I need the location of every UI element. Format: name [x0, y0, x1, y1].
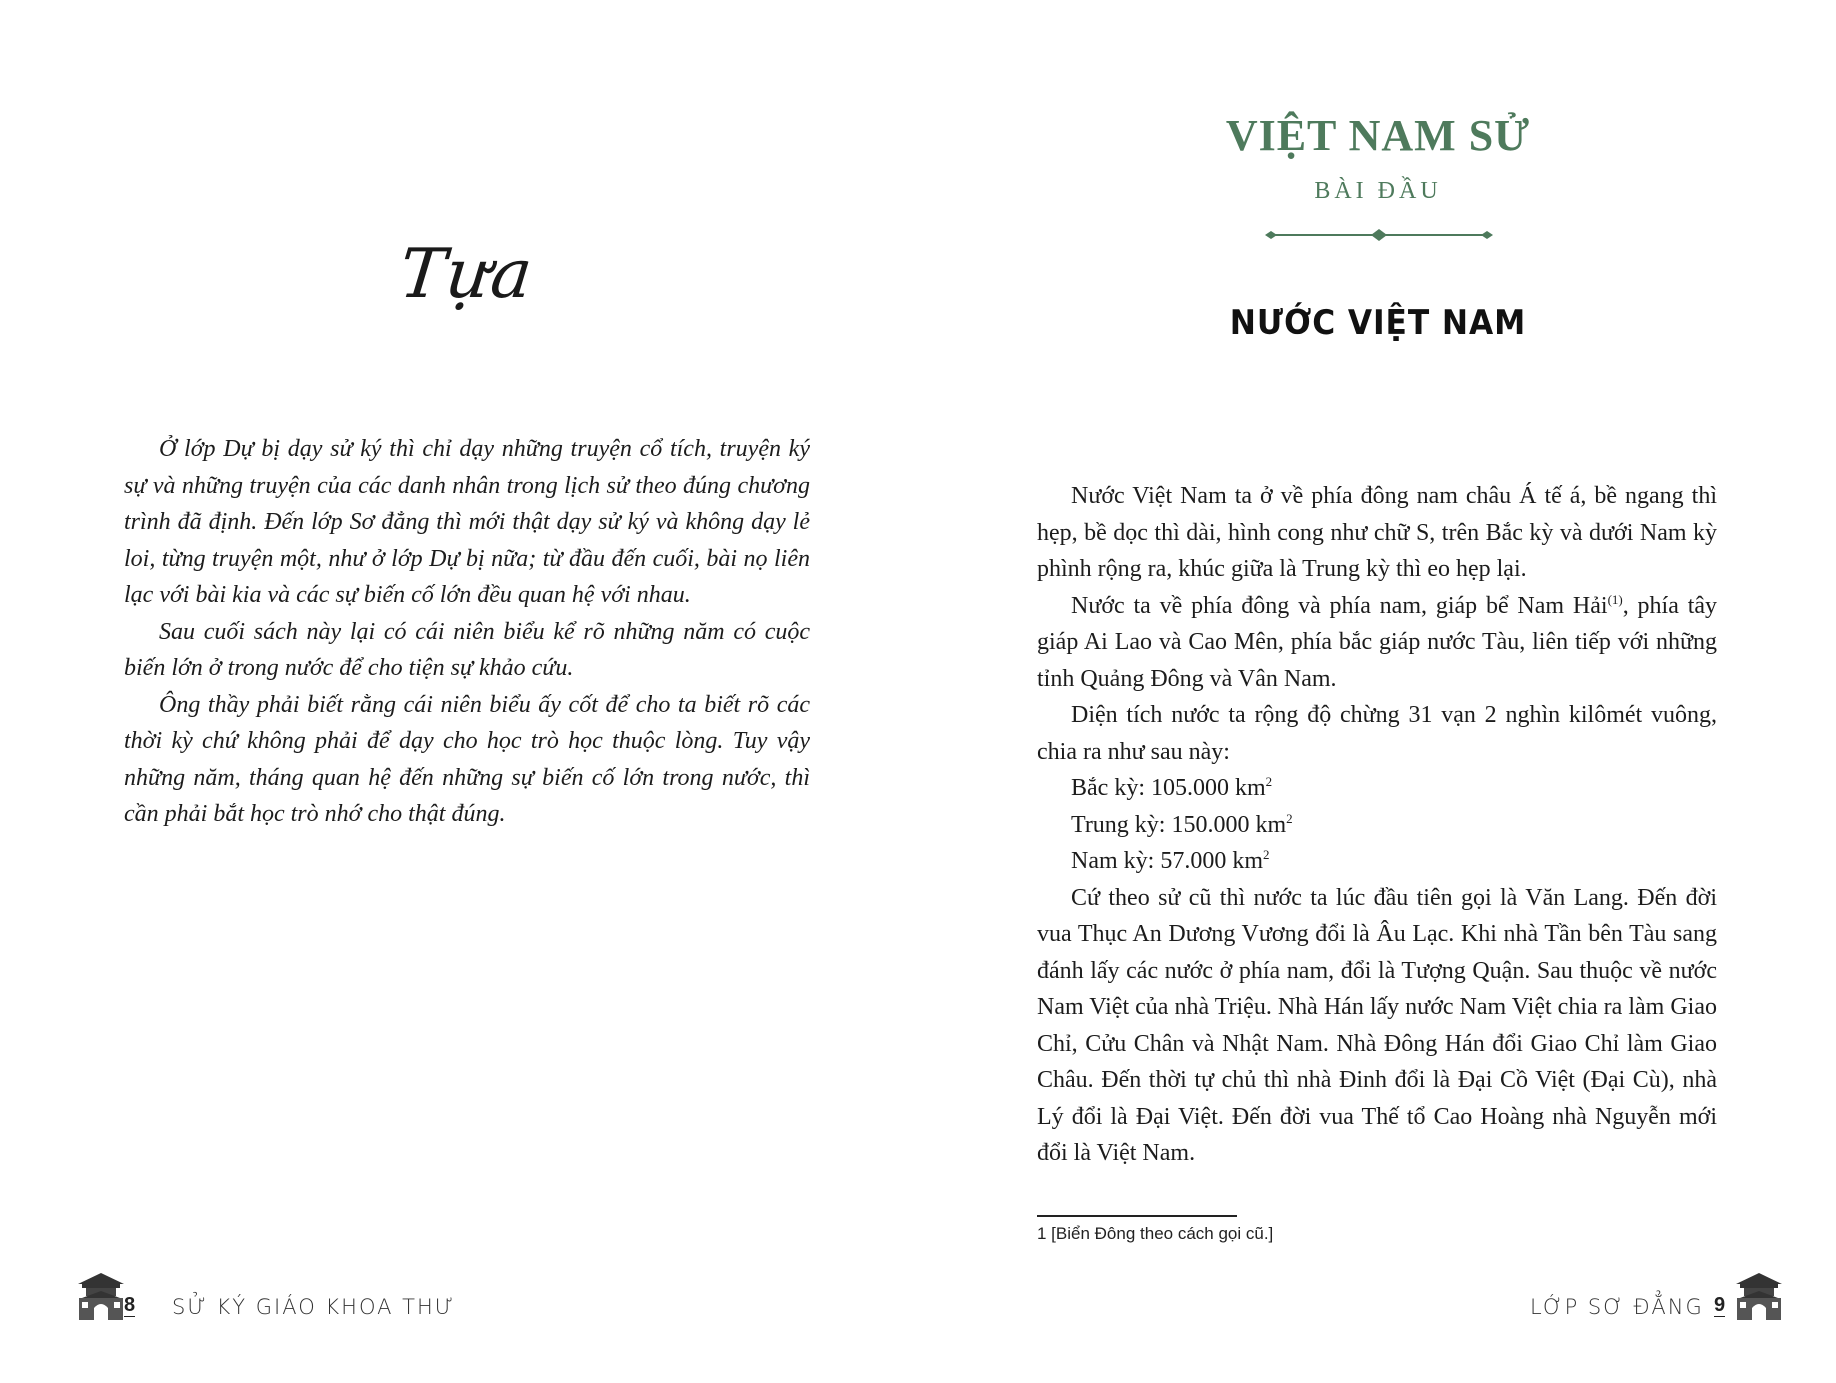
area-item — [1037, 843, 1717, 880]
area-item — [1037, 807, 1717, 844]
preface-text — [124, 431, 810, 833]
lesson-paragraph: Cứ theo sử cũ thì nước ta lúc đầu tiên gọi là Văn Lang. Đến đời vua Thục An Dương Vương đổi là Âu Lạc. Khi nhà Tần bên Tàu sang đánh lấy các nước ở phía nam, đổi là Tượng Quận. Sau thuộc về nước Nam Việt của nhà Triệu. Nhà Hán lấy nước Nam Việt chia ra làm Giao Chỉ, Cửu Chân và Nhật Nam. Nhà Đông Hán đổi Giao Chỉ làm Giao Châu. Đến thời tự chủ thì nhà Đinh đổi là Đại Cồ Việt (Đại Cù), nhà Lý đổi là Đại Việt. Đến đời vua Thế tổ Cao Hoàng nhà Nguyễn mới đổi là Việt Nam. — [1037, 884, 1717, 1166]
citadel-gate-icon — [1734, 1270, 1784, 1322]
lesson-text-span: Nước ta về phía đông và phía nam, giáp bể Nam Hải — [1071, 592, 1608, 619]
section-title: NƯỚC VIỆT NAM — [1229, 303, 1527, 343]
superscript: 2 — [1263, 847, 1270, 862]
preface-paragraph: Ông thầy phải biết rằng cái niên biểu ấy cốt để cho ta biết rõ các thời kỳ chứ không phải để dạy cho học trò học thuộc lòng. Tuy vậy những năm, tháng quan hệ đến những sự biến cố lớn trong nước, thì cần phải bắt học trò nhớ cho thật đúng. — [124, 691, 810, 827]
divider-ornament-icon — [1263, 224, 1495, 246]
preface-paragraph: Ở lớp Dự bị dạy sử ký thì chỉ dạy những truyện cổ tích, truyện ký sự và những truyện của các danh nhân trong lịch sử theo đúng chương trình đã định. Đến lớp Sơ đẳng thì mới thật dạy sử ký và không dạy lẻ loi, từng truyện một, như ở lớp Dự bị nữa; từ đầu đến cuối, bài nọ liên lạc với bài kia và các sự biến cố lớn đều quan hệ với nhau. — [124, 436, 810, 608]
area-label: Trung kỳ: 150.000 km — [1071, 811, 1287, 838]
footnote-divider — [1037, 1215, 1237, 1217]
lesson-text-span: , phía tây giáp Ai Lao và Cao Mên, phía bắc giáp nước Tàu, liên tiếp với những tỉnh Quảng Đông và Vân Nam. — [1037, 592, 1718, 692]
page-number: 9 — [1714, 1294, 1726, 1316]
footnote-marker[interactable]: (1) — [1607, 591, 1623, 607]
preface-title: Tựa — [395, 235, 537, 314]
area-item — [1037, 770, 1717, 807]
footnote: 1 [Biển Đông theo cách gọi cũ.] — [1037, 1224, 1274, 1243]
lesson-paragraph: Nước Việt Nam ta ở về phía đông nam châu Á tế á, bề ngang thì hẹp, bề dọc thì dài, hình cong như chữ S, trên Bắc kỳ và dưới Nam kỳ phình rộng ra, khúc giữa là Trung kỳ thì eo hẹp lại. — [1037, 483, 1717, 582]
superscript: 2 — [1265, 774, 1273, 789]
page-number: 8 — [124, 1294, 136, 1316]
lesson-paragraph — [1037, 588, 1717, 698]
running-head-section: LỚP SƠ ĐẲNG — [1530, 1295, 1704, 1319]
right-page — [918, 0, 1836, 1383]
superscript: 2 — [1286, 810, 1293, 826]
lesson-text — [1037, 478, 1717, 1172]
citadel-gate-icon — [76, 1270, 126, 1322]
lesson-paragraph: Diện tích nước ta rộng độ chừng 31 vạn 2 nghìn kilômét vuông, chia ra như sau này: — [1037, 702, 1717, 765]
chapter-subtitle: BÀI ĐẦU — [1314, 178, 1442, 204]
area-label: Bắc kỳ: 105.000 km — [1071, 775, 1266, 801]
preface-paragraph: Sau cuối sách này lại có cái niên biểu kể rõ những năm có cuộc biến lớn ở trong nước để cho tiện sự khảo cứu. — [124, 618, 810, 681]
chapter-title: VIỆT NAM SỬ — [1225, 111, 1531, 160]
running-head-book-title: SỬ KÝ GIÁO KHOA THƯ — [172, 1295, 456, 1319]
area-label: Nam kỳ: 57.000 km — [1071, 848, 1263, 874]
